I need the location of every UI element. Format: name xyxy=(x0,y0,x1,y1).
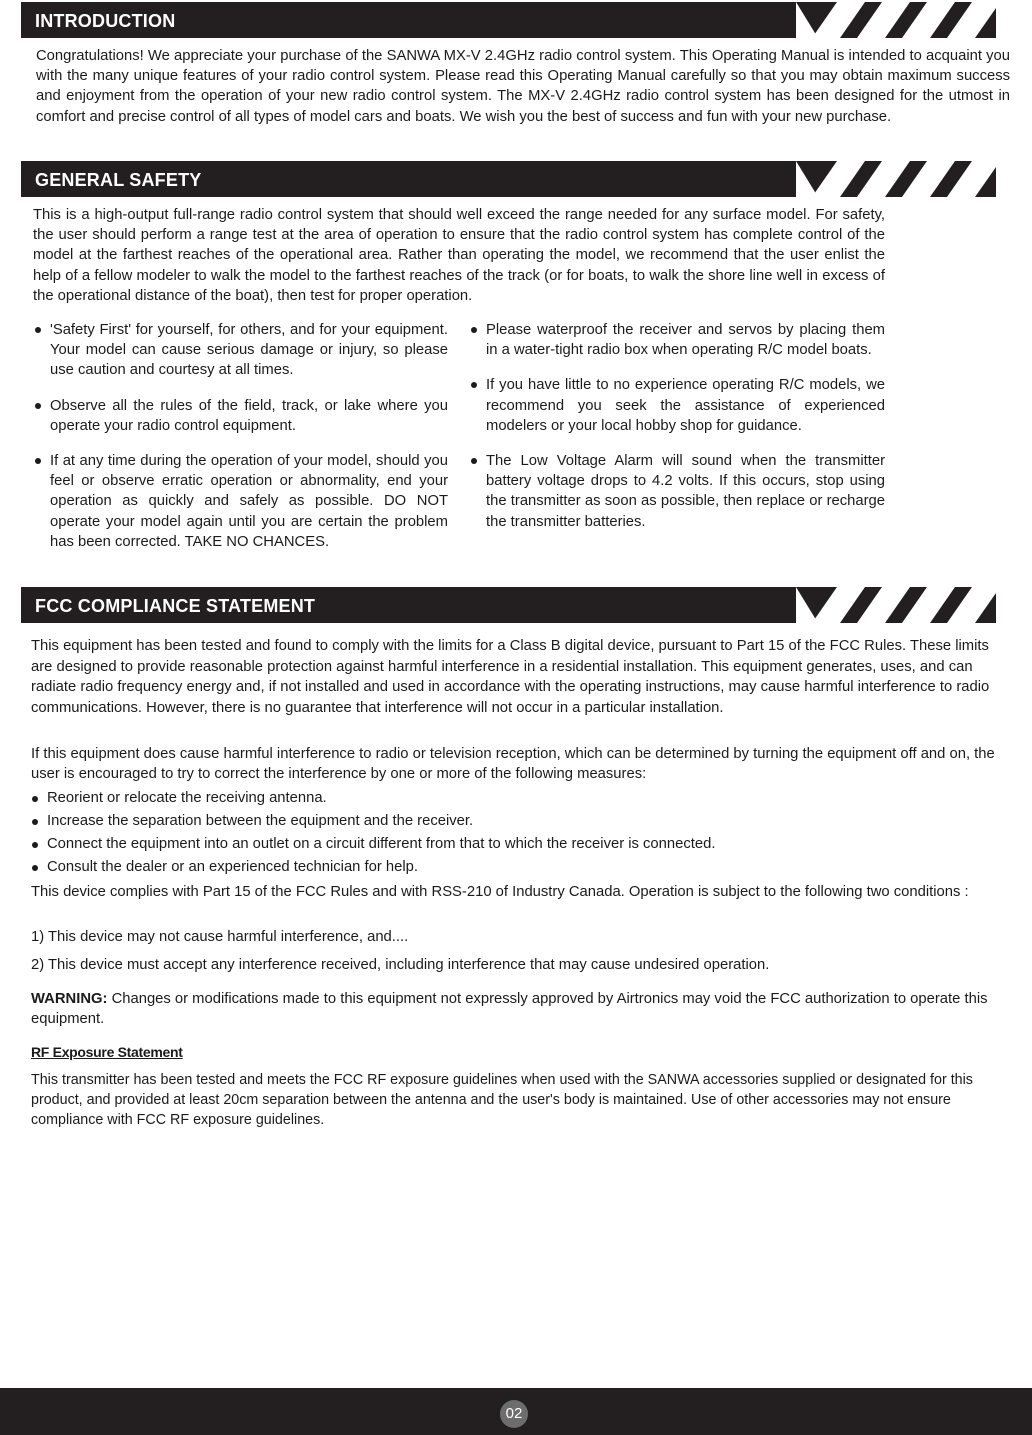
list-item: Observe all the rules of the field, track, or lake where you operate your radio control equipment. xyxy=(33,396,448,436)
list-item: Consult the dealer or an experienced technician for help. xyxy=(31,856,991,879)
fcc-warning xyxy=(31,989,1009,1029)
fcc-paragraph-1: This equipment has been tested and found to comply with the limits for a Class B digital device, pursuant to Part 15 of the FCC Rules. These limits are designed to provide reasonable protection against harmful interference in a residential installation. This equipment generates, uses, and can radiate radio frequency energy and, if not installed and used in accordance with the operating instructions, may cause harmful interference to radio communications. However, there is no guarantee that interference will not occur in a particular installation. xyxy=(31,638,990,716)
rf-exposure-heading: RF Exposure Statement xyxy=(31,1044,183,1060)
stripes-decoration xyxy=(796,587,996,623)
safety-bullets-right xyxy=(469,320,885,547)
fcc-measures-list xyxy=(31,787,991,879)
fcc-banner xyxy=(21,587,996,623)
list-item: Reorient or relocate the receiving antenna. xyxy=(31,787,991,810)
intro-banner xyxy=(21,2,996,38)
safety-banner xyxy=(21,161,996,197)
fcc-condition-2: 2) This device must accept any interference received, including interference that may cause undesired operation. xyxy=(31,957,770,973)
rf-exposure-paragraph: This transmitter has been tested and meets the FCC RF exposure guidelines when used with the SANWA accessories supplied or designated for this product, and provided at least 20cm separation between the antenna and the user's body is maintained. Use of other accessories may not ensure compliance with FCC RF exposure guidelines. xyxy=(31,1072,973,1128)
safety-intro-paragraph: This is a high-output full-range radio control system that should well exceed the range needed for any surface model. For safety, the user should perform a range test at the area of operation to ensure that the radio control system has complete control of the model at the farthest reaches of the operational area. Rather than operating the model, we recommend that the user enlist the help of a fellow modeler to walk the model to the farthest reaches of the track (or for boats, to walk the shore line well in excess of the operational distance of the boat), then test for proper operation. xyxy=(33,207,885,304)
fcc-condition-1: 1) This device may not cause harmful interference, and.... xyxy=(31,929,409,945)
fcc-heading: FCC COMPLIANCE STATEMENT xyxy=(35,596,316,616)
list-item: Increase the separation between the equipment and the receiver. xyxy=(31,810,991,833)
intro-heading: INTRODUCTION xyxy=(35,11,176,31)
fcc-paragraph-2: If this equipment does cause harmful interference to radio or television reception, which can be determined by turning the equipment off and on, the user is encouraged to try to correct the interference by one or more of the following measures: xyxy=(31,746,995,783)
page-number-badge: 02 xyxy=(500,1400,528,1428)
list-item: Please waterproof the receiver and servos by placing them in a water-tight radio box when operating R/C model boats. xyxy=(469,320,885,360)
safety-heading: GENERAL SAFETY xyxy=(35,170,202,190)
intro-paragraph: Congratulations! We appreciate your purchase of the SANWA MX-V 2.4GHz radio control system. This Operating Manual is intended to acquaint you with the many unique features of your radio control system. Please read this Operating Manual carefully so that you may obtain maximum success and enjoyment from the operation of your new radio control system. The MX-V 2.4GHz radio control system has been designed for the utmost in comfort and precise control of all types of model cars and boats. We wish you the best of success and fun with your new purchase. xyxy=(36,48,1010,125)
warning-label: WARNING: xyxy=(31,991,108,1007)
page-footer xyxy=(0,1388,1032,1435)
list-item: If at any time during the operation of your model, should you feel or observe erratic operation or abnormality, end your operation as quickly and safely as possible. DO NOT operate your model again until you are certain the problem has been corrected. TAKE NO CHANCES. xyxy=(33,451,448,552)
list-item: If you have little to no experience operating R/C models, we recommend you seek the assistance of experienced modelers or your local hobby shop for guidance. xyxy=(469,375,885,436)
stripes-decoration xyxy=(796,161,996,197)
warning-text: Changes or modifications made to this equipment not expressly approved by Airtronics may void the FCC authorization to operate this equipment. xyxy=(31,991,988,1028)
list-item: Connect the equipment into an outlet on a circuit different from that to which the receiver is connected. xyxy=(31,833,991,856)
safety-bullets-left xyxy=(33,320,448,567)
list-item: The Low Voltage Alarm will sound when the transmitter battery voltage drops to 4.2 volts. If this occurs, stop using the transmitter as soon as possible, then replace or recharge the transmitter batteries. xyxy=(469,451,885,532)
list-item: 'Safety First' for yourself, for others, and for your equipment. Your model can cause serious damage or injury, so please use caution and courtesy at all times. xyxy=(33,320,448,381)
fcc-paragraph-3: This device complies with Part 15 of the FCC Rules and with RSS-210 of Industry Canada. Operation is subject to the following two conditions : xyxy=(31,884,969,900)
stripes-decoration xyxy=(796,2,996,38)
